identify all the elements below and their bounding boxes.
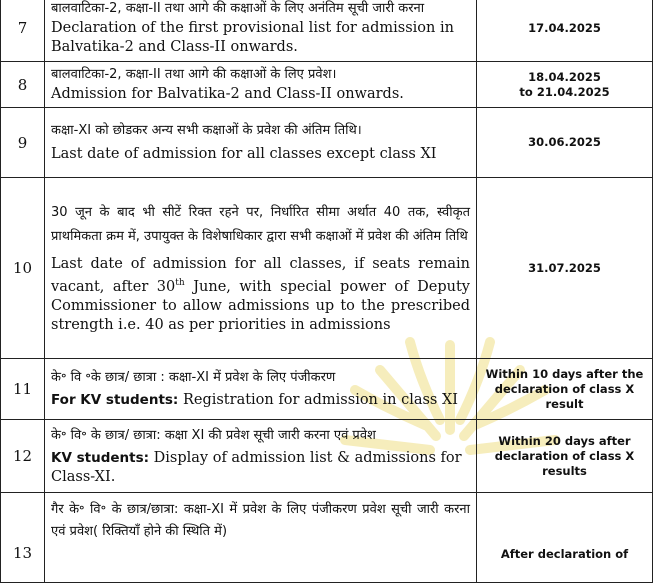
hindi-text: गैर के॰ वि॰ के छात्र/छात्रा: कक्षा-XI में प्रवेश के लिए पंजीकरण प्रवेश सूची जारी करना एवं प्रवेश( रिक्तियाँ होने की स्थिति में) <box>51 502 470 539</box>
date-line: result <box>545 396 584 411</box>
row-date: 17.04.2025 <box>477 0 653 62</box>
hindi-text: के॰ वि ॰के छात्र/ छात्रा : कक्षा-XI में प्रवेश के लिए पंजीकरण <box>51 370 336 385</box>
row-number: 8 <box>1 62 45 108</box>
english-text <box>51 255 470 335</box>
english-text-part: Last date of admission for all classes, if seats remain vacant, after 30 <box>51 256 470 295</box>
row-date: 30.06.2025 <box>477 108 653 178</box>
english-text <box>51 449 470 487</box>
row-number: 13 <box>1 493 45 583</box>
hindi-text: 30 जून के बाद भी सीटें रिक्त रहने पर, निर्धारित सीमा अर्थात 40 तक, स्वीकृत प्राथमिकता क्रम में, उपायुक्त के विशेषाधिकार द्वारा सभी कक्षाओं में प्रवेश की अंतिम तिथि <box>51 205 470 245</box>
row-description <box>45 108 477 178</box>
table-row <box>1 0 653 62</box>
date-line: 18.04.2025 <box>528 69 601 84</box>
hindi-text: बालवाटिका-2, कक्षा-II तथा आगे की कक्षाओं के लिए अनंतिम सूची जारी करना <box>51 1 425 16</box>
row-number: 12 <box>1 420 45 493</box>
table-row <box>1 62 653 108</box>
english-text: Last date of admission for all classes except class XI <box>51 146 437 162</box>
table-row <box>1 420 653 493</box>
english-text-part: Registration for admission in class XI <box>178 392 459 408</box>
bold-label: KV students: <box>51 449 150 466</box>
row-number: 11 <box>1 359 45 420</box>
row-description <box>45 0 477 62</box>
english-text <box>51 391 470 410</box>
ordinal-suffix: th <box>175 278 185 289</box>
row-description <box>45 493 477 583</box>
row-date <box>477 420 653 493</box>
row-date: 31.07.2025 <box>477 178 653 359</box>
english-text: Admission for Balvatika-2 and Class-II onwards. <box>51 86 404 102</box>
english-text: Declaration of the first provisional list for admission in Balvatika-2 and Class-II onwards. <box>51 20 454 55</box>
row-description <box>45 420 477 493</box>
bold-label: For KV students: <box>51 392 179 408</box>
date-line: to 21.04.2025 <box>519 84 610 99</box>
english-text-part: Display of admission list & admissions for Class-XI. <box>51 449 462 485</box>
row-description <box>45 359 477 420</box>
date-line: results <box>542 463 587 478</box>
row-number: 7 <box>1 0 45 62</box>
row-date <box>477 62 653 108</box>
row-date <box>477 493 653 583</box>
date-line: declaration of class X <box>494 381 635 396</box>
english-text-part: June, with special power of Deputy Commissioner to allow admissions up to the prescribed strength i.e. 40 as per priorities in admissions <box>51 278 470 333</box>
hindi-text: बालवाटिका-2, कक्षा-II तथा आगे की कक्षाओं के लिए प्रवेश। <box>51 67 337 82</box>
date-line: After declaration of <box>500 547 629 561</box>
hindi-text: के॰ वि॰ के छात्र/ छात्रा: कक्षा XI की प्रवेश सूची जारी करना एवं प्रवेश <box>51 427 376 443</box>
date-line: Within 20 days after <box>498 433 631 448</box>
row-number: 9 <box>1 108 45 178</box>
row-number: 10 <box>1 178 45 359</box>
row-description <box>45 62 477 108</box>
row-date <box>477 359 653 420</box>
table-row <box>1 178 653 359</box>
date-line: declaration of class X <box>494 448 635 463</box>
row-description <box>45 178 477 359</box>
hindi-text: कक्षा-XI को छोडकर अन्य सभी कक्षाओं के प्रवेश की अंतिम तिथि। <box>51 123 362 138</box>
table-row <box>1 108 653 178</box>
table-row <box>1 493 653 583</box>
table-row <box>1 359 653 420</box>
date-line: Within 10 days after the <box>485 366 644 381</box>
